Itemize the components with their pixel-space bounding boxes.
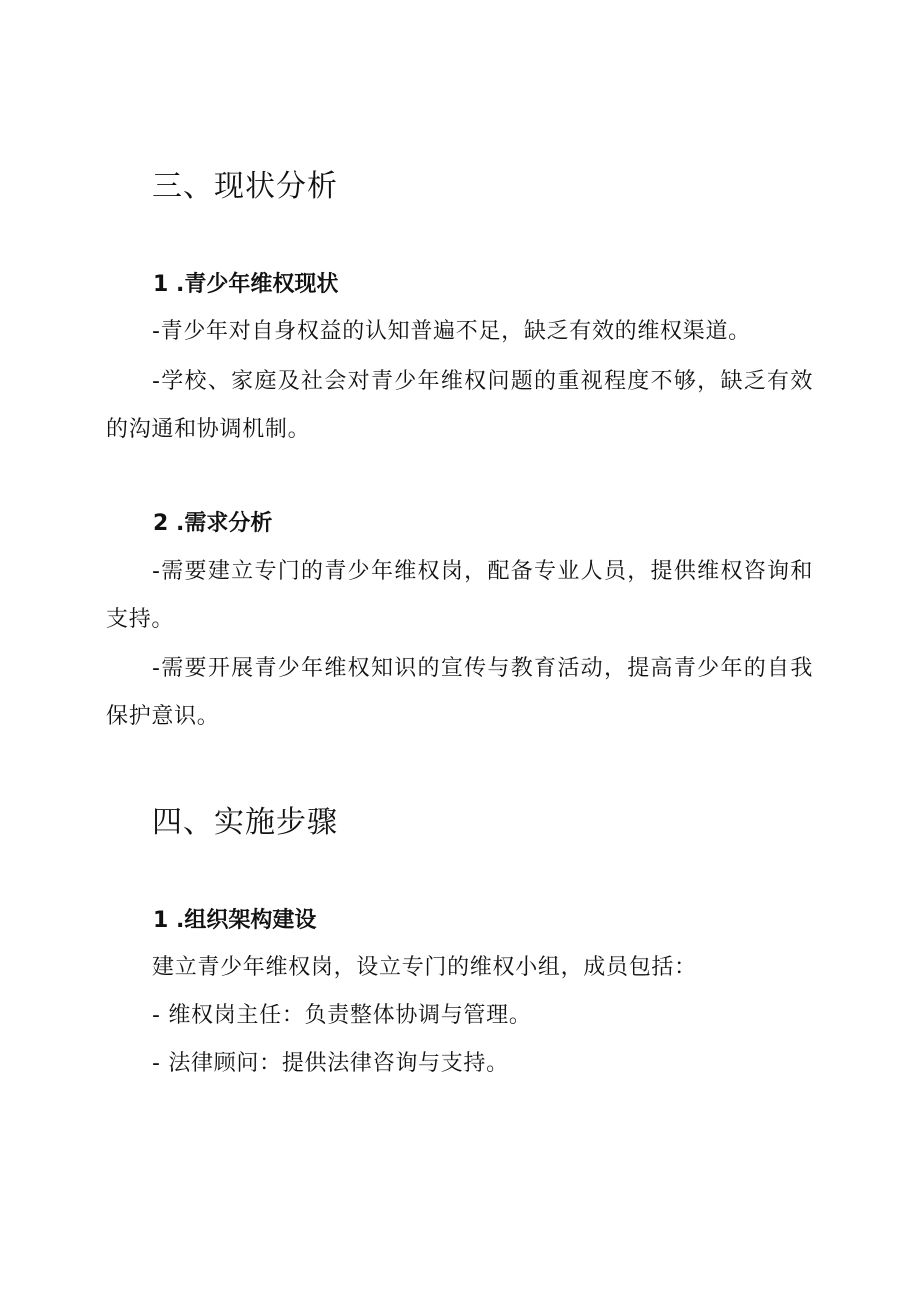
paragraph-line: -学校、家庭及社会对青少年维权问题的重视程度不够，缺乏有效 <box>152 369 814 394</box>
list-item-legal-advisor: - 法律顾问：提供法律咨询与支持。 <box>152 1051 509 1076</box>
paragraph-line: 的沟通和协调机制。 <box>106 417 311 442</box>
paragraph-line: -需要建立专门的青少年维权岗，配备专业人员，提供维权咨询和 <box>152 559 814 584</box>
paragraph-line: 建立青少年维权岗，设立专门的维权小组，成员包括： <box>152 955 697 980</box>
subsection-title-youth-rights-status: 1 .青少年维权现状 <box>153 272 339 297</box>
paragraph-line: 保护意识。 <box>106 704 220 729</box>
subsection-title-needs-analysis: 2 .需求分析 <box>153 511 273 536</box>
list-item-director: - 维权岗主任：负责整体协调与管理。 <box>152 1003 532 1028</box>
paragraph-line: 支持。 <box>106 607 175 632</box>
section-heading-implementation-steps: 四、实施步骤 <box>152 805 338 840</box>
paragraph-line: -需要开展青少年维权知识的宣传与教育活动，提高青少年的自我 <box>152 656 814 681</box>
subsection-title-organization: 1 .组织架构建设 <box>153 908 317 933</box>
paragraph-line: -青少年对自身权益的认知普遍不足，缺乏有效的维权渠道。 <box>152 319 751 344</box>
section-heading-status-analysis: 三、现状分析 <box>152 169 338 204</box>
